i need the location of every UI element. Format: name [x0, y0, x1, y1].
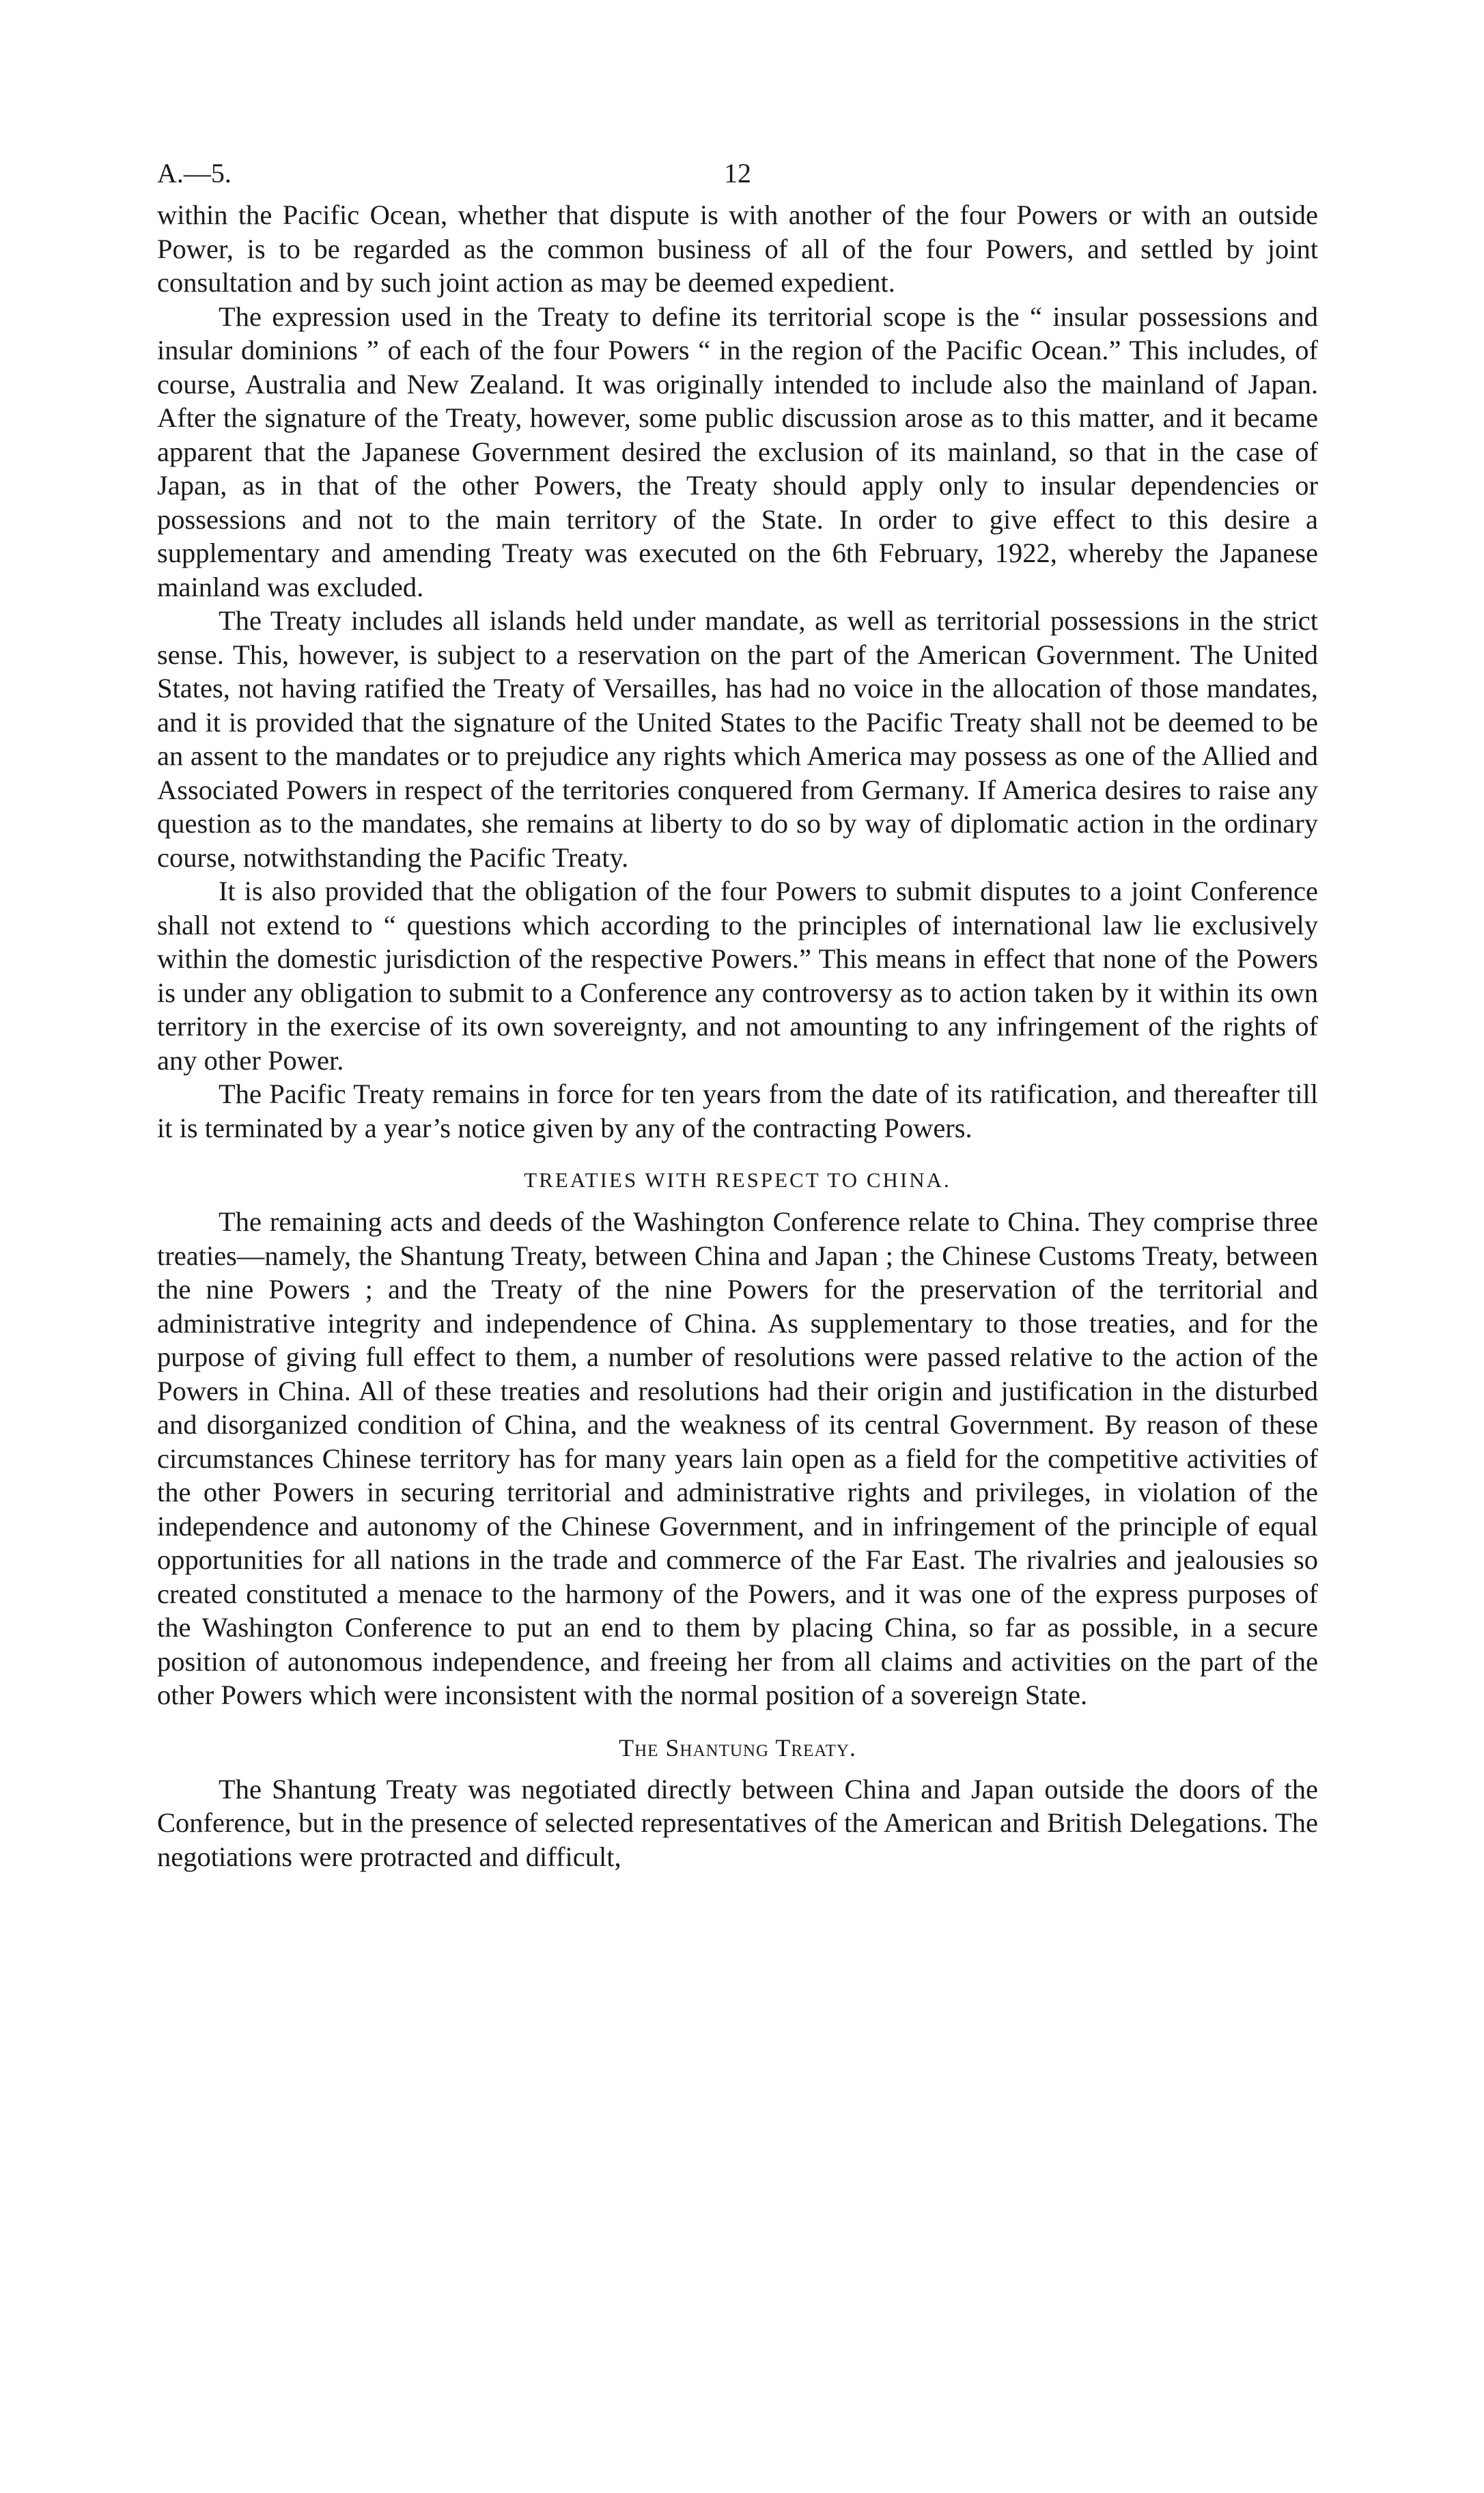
- series-code: A.—5.: [157, 158, 232, 189]
- paragraph-territorial-scope: The expression used in the Treaty to define its territorial scope is the “ insular possessions and insular dominions ” of each of the four Powers “ in the region of the Pacific Ocean.” This includes, of course, Australia and New Zealand. It was originally intended to include also the mainland of Japan. After the signature of the Treaty, however, some public discussion arose as to this matter, and it became apparent that the Japanese Government desired the exclusion of its mainland, so that in the case of Japan, as in that of the other Powers, the Treaty should apply only to insular dependencies or possessions and not to the main territory of the State. In order to give effect to this desire a supplementary and amending Treaty was executed on the 6th February, 1922, whereby the Japanese mainland was excluded.: [157, 301, 1318, 602]
- paragraph-domestic-jurisdiction: It is also provided that the obligation of the four Powers to submit disputes to a joint Conference shall not extend to “ questions which according to the principles of international law lie exclusively within the domestic jurisdiction of the respective Powers.” This means in effect that none of the Powers is under any obligation to submit to a Conference any controversy as to action taken by it within its own territory in the exercise of its own sovereignty, and not amounting to any infringement of the rights of any other Power.: [157, 876, 1318, 1076]
- body-text: [157, 198, 1318, 1874]
- paragraph-continuation: within the Pacific Ocean, whether that dispute is with another of the four Powers or with an outside Power, is to be regarded as the common business of all of the four Powers, and settled by joint consultation and by such joint action as may be deemed expedient.: [157, 199, 1318, 298]
- paragraph-shantung: The Shantung Treaty was negotiated directly between China and Japan outside the doors of the Conference, but in the presence of selected representatives of the American and British Delegations. The negotiations were protracted and difficult,: [157, 1773, 1318, 1872]
- paragraph-duration: The Pacific Treaty remains in force for ten years from the date of its ratification, and thereafter till it is terminated by a year’s notice given by any of the contracting Powers.: [157, 1078, 1318, 1143]
- heading-treaties-china: TREATIES WITH RESPECT TO CHINA.: [524, 1168, 951, 1192]
- page-header: [157, 157, 1318, 198]
- paragraph-china: The remaining acts and deeds of the Washington Conference relate to China. They comprise three treaties—namely, the Shantung Treaty, between China and Japan ; the Chinese Customs Treaty, between the nine Powers ; and the Treaty of the nine Powers for the preservation of the territorial and administrative integrity and independence of China. As supplementary to those treaties, and for the purpose of giving full effect to them, a number of resolutions were passed relative to the action of the Powers in China. All of these treaties and resolutions had their origin and justification in the disturbed and disorganized condition of China, and the weakness of its central Government. By reason of these circumstances Chinese territory has for many years lain open as a field for the competitive activities of the other Powers in securing territorial and administrative rights and privileges, in violation of the independence and autonomy of the Chinese Government, and in infringement of the principle of equal opportunities for all nations in the trade and commerce of the Far East. The rivalries and jealousies so created constituted a menace to the harmony of the Powers, and it was one of the express purposes of the Washington Conference to put an end to them by placing China, so far as possible, in a secure position of autonomous independence, and freeing her from all claims and activities on the part of the other Powers which were inconsistent with the normal position of a sovereign State.: [157, 1206, 1318, 1710]
- document-page: [157, 157, 1318, 1874]
- paragraph-mandates: The Treaty includes all islands held under mandate, as well as territorial possessions in the strict sense. This, however, is subject to a reservation on the part of the American Government. The United States, not having ratified the Treaty of Versailles, has had no voice in the allocation of those mandates, and it is provided that the signature of the United States to the Pacific Treaty shall not be deemed to be an assent to the mandates or to prejudice any rights which America may possess as one of the Allied and Associated Powers in respect of the territories conquered from Germany. If America desires to raise any question as to the mandates, she remains at liberty to do so by way of diplomatic action in the ordinary course, notwithstanding the Pacific Treaty.: [157, 605, 1318, 873]
- heading-shantung-treaty: The Shantung Treaty.: [619, 1733, 856, 1761]
- page-number: 12: [724, 158, 751, 189]
